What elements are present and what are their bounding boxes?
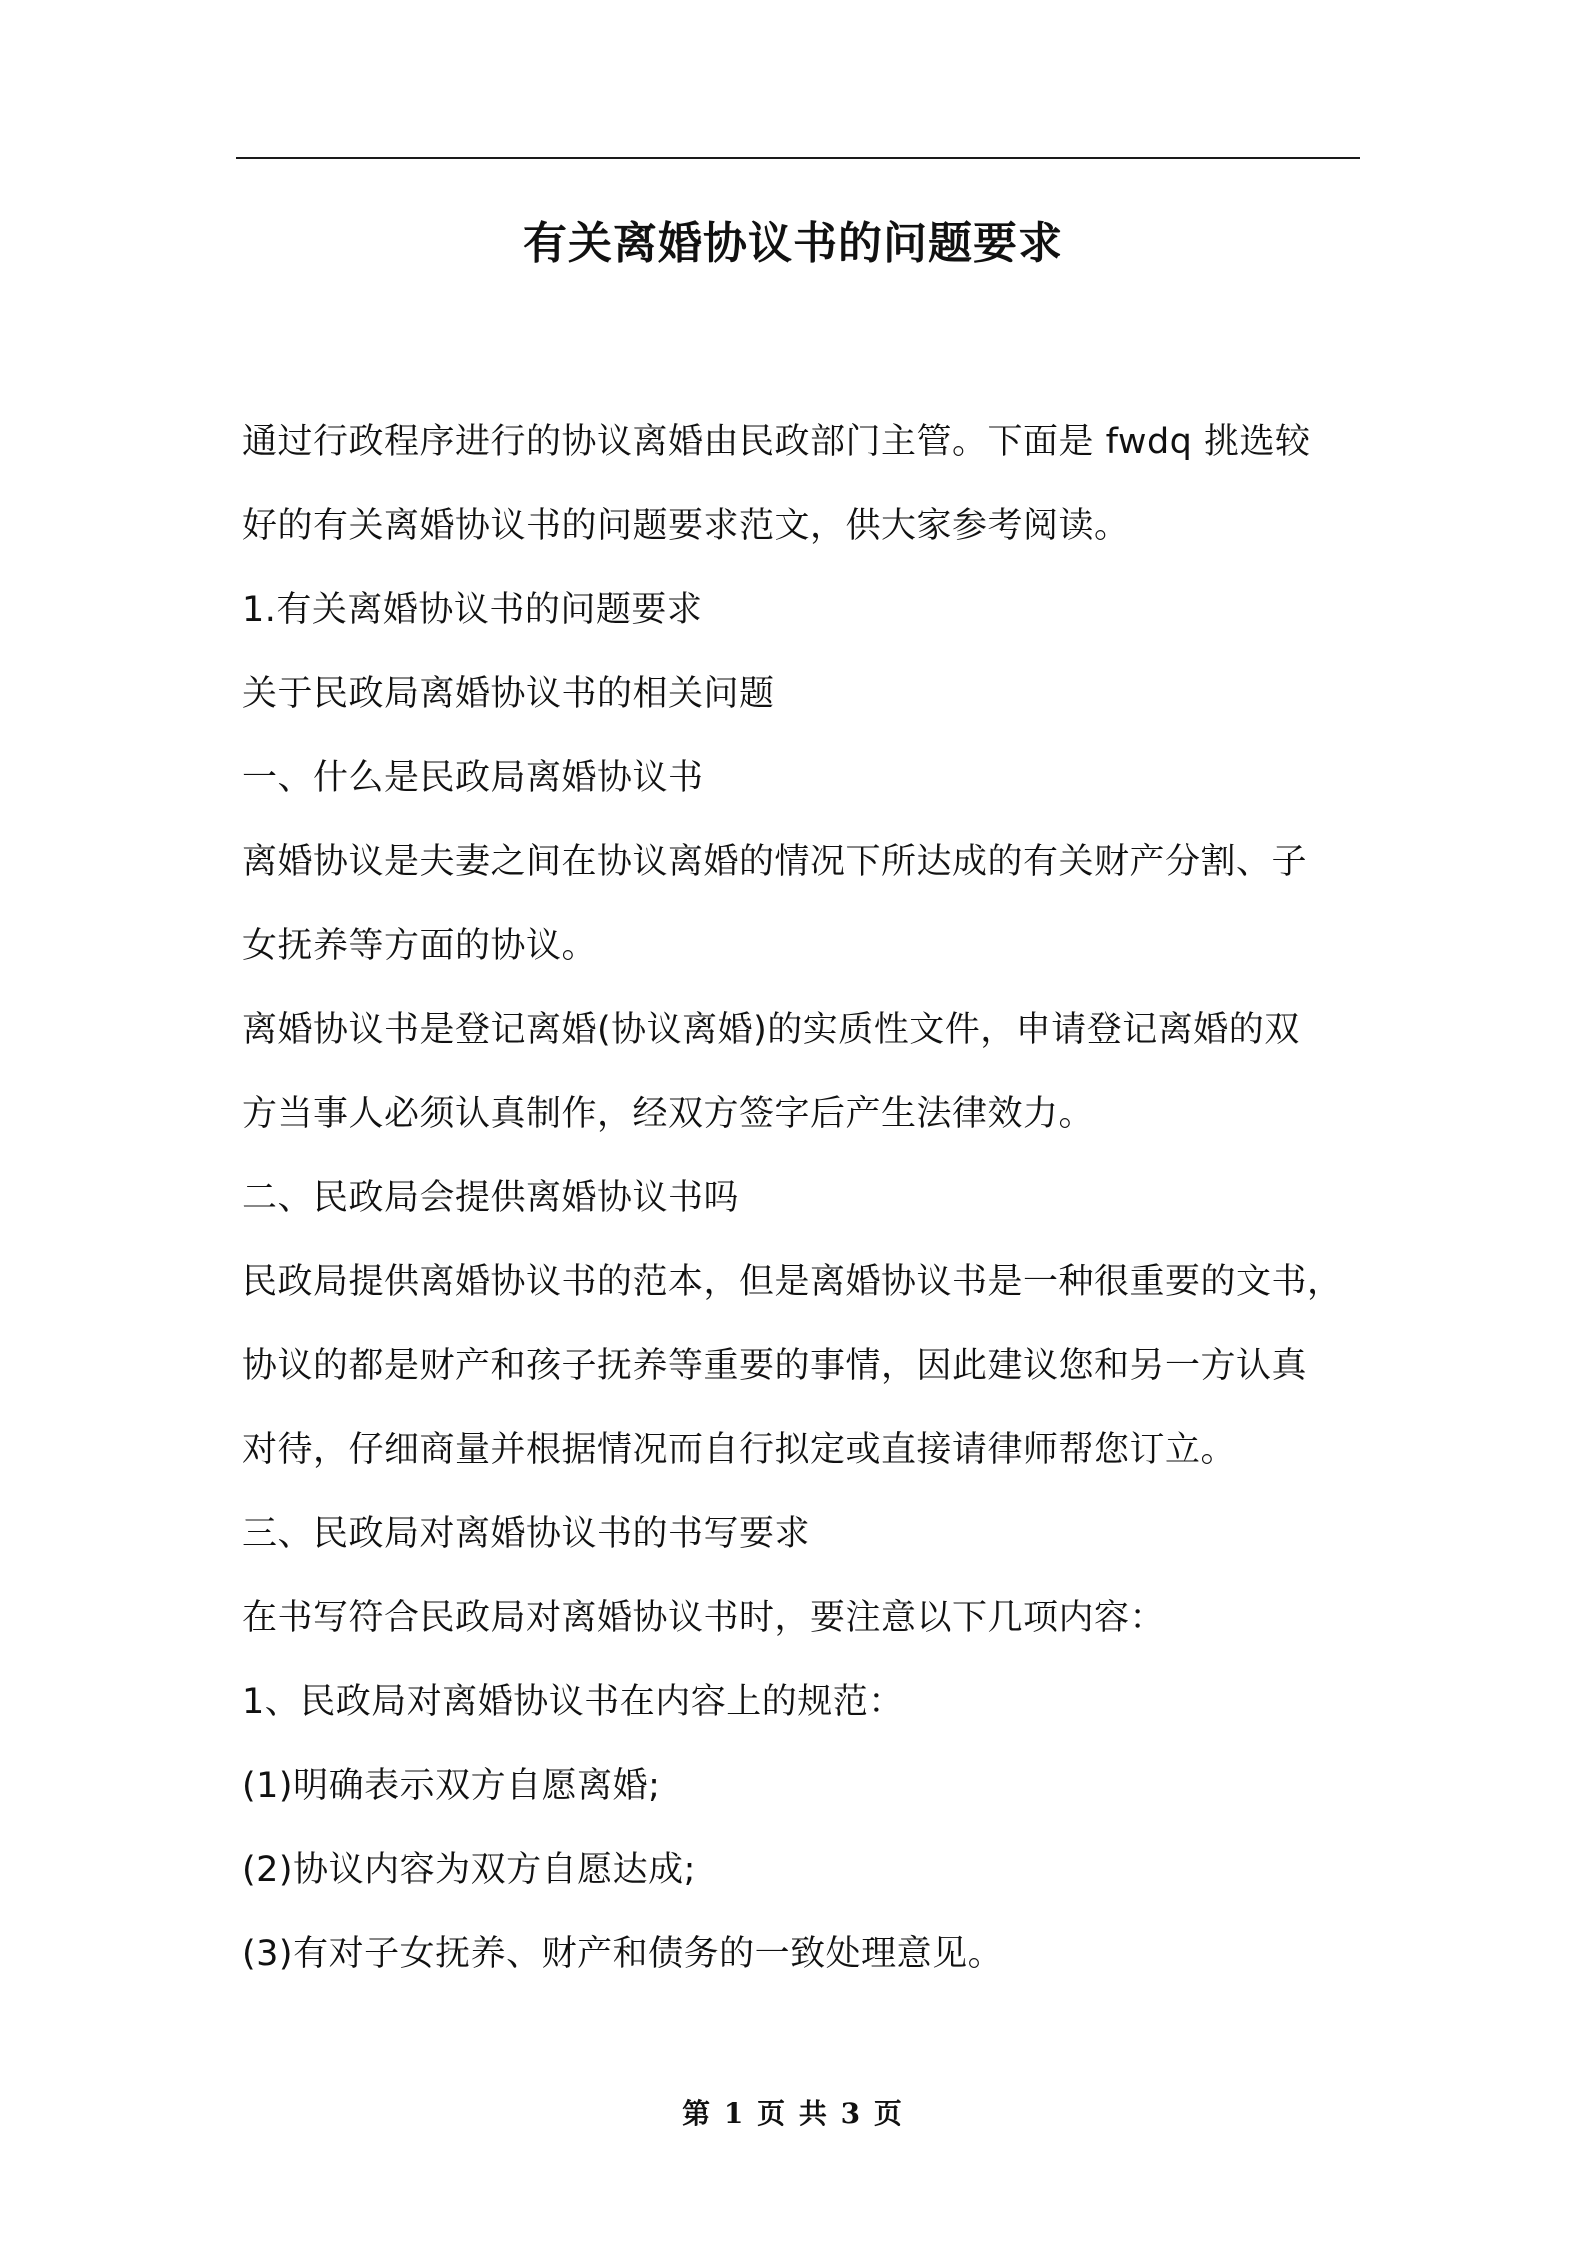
header-rule bbox=[236, 157, 1360, 159]
document-body bbox=[242, 400, 1364, 1996]
section-heading: 关于民政局离婚协议书的相关问题 bbox=[242, 674, 775, 714]
list-item: (1)明确表示双方自愿离婚; bbox=[242, 1766, 661, 1806]
paragraph-line: 离婚协议书是登记离婚(协议离婚)的实质性文件，申请登记离婚的双 bbox=[242, 1010, 1300, 1050]
page-number-footer: 第 1 页 共 3 页 bbox=[682, 2097, 904, 2130]
section-heading: 二、民政局会提供离婚协议书吗 bbox=[242, 1178, 740, 1218]
paragraph-line: 女抚养等方面的协议。 bbox=[242, 926, 598, 966]
section-heading: 1.有关离婚协议书的问题要求 bbox=[242, 590, 703, 630]
paragraph-line: 通过行政程序进行的协议离婚由民政部门主管。下面是 fwdq 挑选较 bbox=[242, 422, 1311, 462]
list-heading: 1、民政局对离婚协议书在内容上的规范： bbox=[242, 1682, 904, 1722]
section-heading: 一、什么是民政局离婚协议书 bbox=[242, 758, 704, 798]
list-item: (3)有对子女抚养、财产和债务的一致处理意见。 bbox=[242, 1934, 1004, 1974]
paragraph-line: 方当事人必须认真制作，经双方签字后产生法律效力。 bbox=[242, 1094, 1095, 1134]
section-heading: 三、民政局对离婚协议书的书写要求 bbox=[242, 1514, 811, 1554]
paragraph-line: 对待，仔细商量并根据情况而自行拟定或直接请律师帮您订立。 bbox=[242, 1430, 1237, 1470]
list-item: (2)协议内容为双方自愿达成; bbox=[242, 1850, 696, 1890]
paragraph-line: 协议的都是财产和孩子抚养等重要的事情，因此建议您和另一方认真 bbox=[242, 1346, 1308, 1386]
paragraph-line: 好的有关离婚协议书的问题要求范文，供大家参考阅读。 bbox=[242, 506, 1130, 546]
paragraph-line: 民政局提供离婚协议书的范本，但是离婚协议书是一种很重要的文书， bbox=[242, 1262, 1343, 1302]
document-title: 有关离婚协议书的问题要求 bbox=[523, 218, 1063, 269]
paragraph-line: 在书写符合民政局对离婚协议书时，要注意以下几项内容： bbox=[242, 1598, 1166, 1638]
paragraph-line: 离婚协议是夫妻之间在协议离婚的情况下所达成的有关财产分割、子 bbox=[242, 842, 1308, 882]
